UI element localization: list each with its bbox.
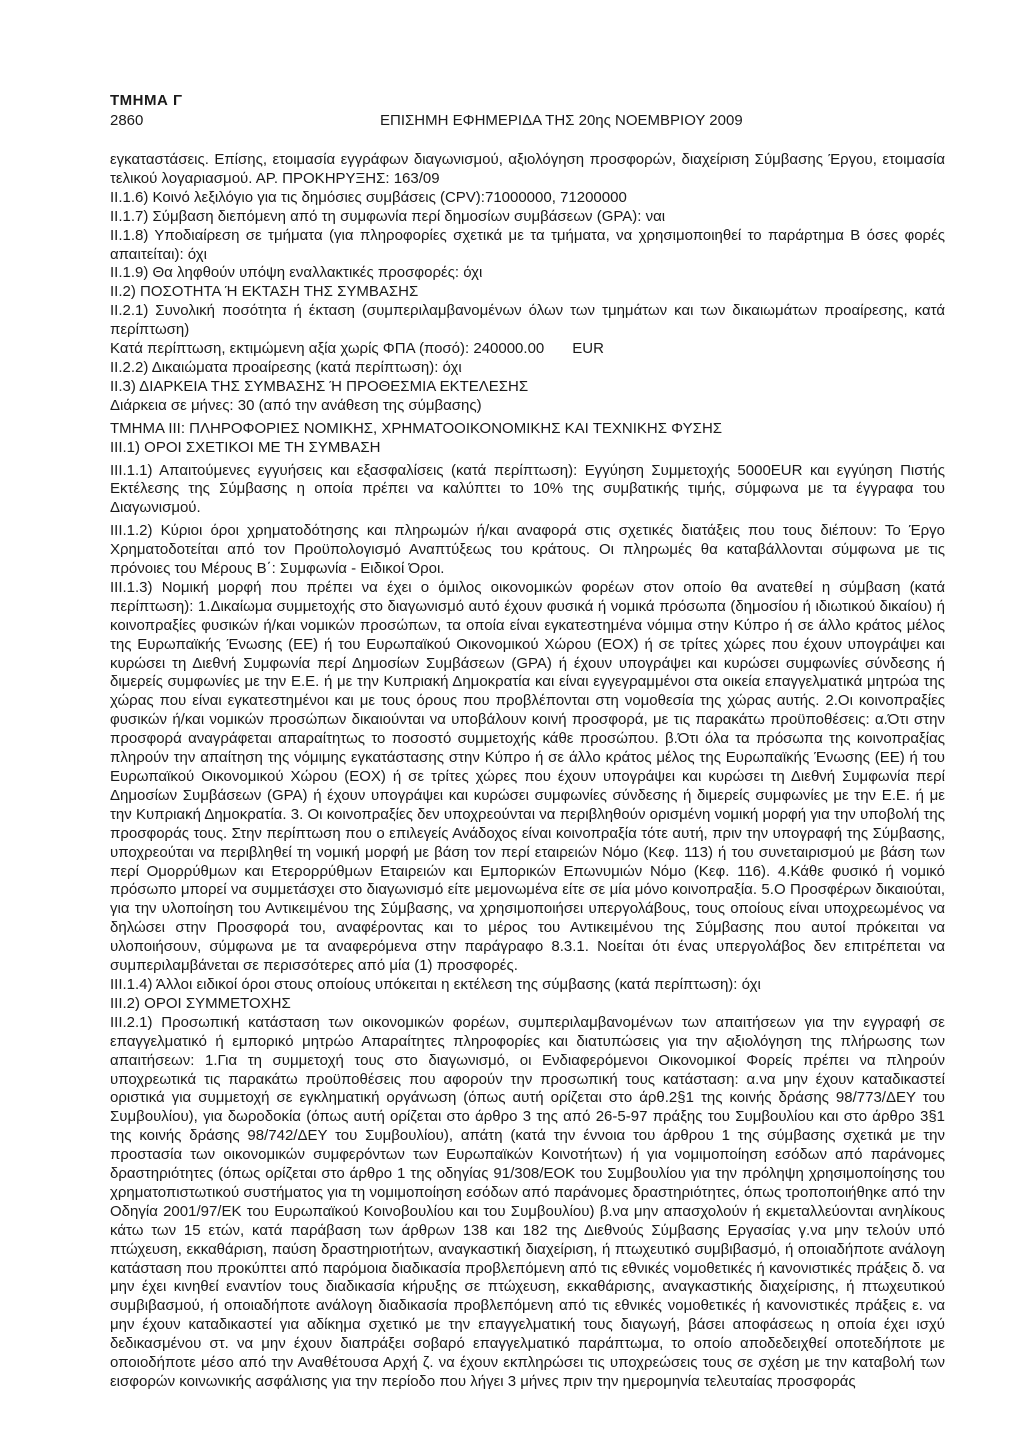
estimate-currency: EUR bbox=[572, 340, 604, 358]
item-iii-1-2: ΙΙΙ.1.2) Κύριοι όροι χρηματοδότησης και πληρωμών ή/και αναφορά στις σχετικές διατάξεις που τους διέπουν: Το Έργο Χρηματοδοτείται από τον Προϋπολογισμό Αναπτύξεως του κράτους. Οι πληρωμές θα καταβάλλονται σύμφωνα με τις πρόνοιες του Μέρους Β΄: Συμφωνία - Ειδικοί Όροι. bbox=[110, 522, 945, 578]
item-iii-2-1: ΙΙΙ.2.1) Προσωπική κατάσταση των οικονομικών φορέων, συμπεριλαμβανομένων των απαιτήσεων για την εγγραφή σε επαγγελματικό ή εμπορικό μητρώο Απαραίτητες πληροφορίες και διατυπώσεις για την αξιολόγηση της πλήρωσης των απαιτήσεων: 1.Για τη συμμετοχή τους στο διαγωνισμό, οι Ενδιαφερόμενοι Οικονομικοί Φορείς πρέπει να πληρούν υποχρεωτικά τις παρακάτω προϋποθέσεις που αφορούν την προσωπική τους κατάσταση: α.να μην έχουν καταδικαστεί οριστικά για συμμετοχή σε εγκληματική οργάνωση (όπως αυτή ορίζεται στο άρθ.2§1 της κοινής δράσης 98/773/ΔΕΥ του Συμβουλίου), για δωροδοκία (όπως αυτή ορίζεται στο άρθρο 3 της από 26-5-97 πράξης του Συμβουλίου και στο άρθρο 3§1 της κοινής δράσης 98/742/ΔΕΥ του Συμβουλίου), απάτη (κατά την έννοια του άρθρου 1 της σύμβασης σχετικά με την προστασία των οικονομικών συμφερόντων των Ευρωπαϊκών Κοινοτήτων) ή για νομιμοποίηση εσόδων από παράνομες δραστηριότητες (όπως ορίζεται στο άρθρο 1 της οδηγίας 91/308/ΕΟΚ του Συμβουλίου για την πρόληψη χρησιμοποίησης του χρηματοπιστωτικού συστήματος για τη νομιμοποίηση εσόδων από παράνομες δραστηριότητες, όπως τροποποιήθηκε από την Οδηγία 2001/97/ΕΚ του Ευρωπαϊκού Κοινοβουλίου και του Συμβουλίου) β.να μην απασχολούν ή εκμεταλλεύονται ανηλίκους κάτω των 15 ετών, κατά παράβαση των άρθρων 138 και 182 της Διεθνούς Σύμβασης Εργασίας γ.να μην τελούν υπό πτώχευση, εκκαθάριση, παύση δραστηριοτήτων, αναγκαστική διαχείριση, ή πτωχευτικό συμβιβασμό, ή οποιαδήποτε ανάλογη κατάσταση που προκύπτει από παρόμοια διαδικασία προβλεπόμενη από τις εθνικές νομοθετικές ή κανονιστικές πράξεις δ. να μην έχει κινηθεί εναντίον τους διαδικασία κήρυξης σε πτώχευση, εκκαθάρισης, αναγκαστικής διαχείρισης, ή πτωχευτικού συμβιβασμού, ή οποιαδήποτε ανάλογη διαδικασία προβλεπόμενη από τις εθνικές νομοθετικές ή κανονιστικές πράξεις ε. να μην έχουν καταδικαστεί για αδίκημα σχετικό με την επαγγελματική τους διαγωγή, βάσει αποφάσεως η οποία έχει ισχύ δεδικασμένου στ. να μην έχουν διαπράξει σοβαρό επαγγελματικό παράπτωμα, το οποίο αποδεδειχθεί οποτεδήποτε με οποιοδήποτε μέσο από την Αναθέτουσα Αρχή ζ. να έχουν εκπληρώσει τις υποχρεώσεις τους σε σχέση με την καταβολή των εισφορών κοινωνικής ασφάλισης για την περίοδο που λήγει 3 μήνες πριν την ημερομηνία τελευταίας προσφοράς bbox=[110, 1013, 945, 1390]
item-ii-1-7: ΙΙ.1.7) Σύμβαση διεπόμενη από τη συμφωνία περί δημοσίων συμβάσεων (GPA): ναι bbox=[110, 207, 666, 225]
header-row bbox=[110, 112, 940, 129]
estimate-row bbox=[110, 340, 945, 359]
item-ii-2-1: ΙΙ.2.1) Συνολική ποσότητα ή έκταση (συμπεριλαμβανομένων όλων των τμημάτων και των δικαιωμάτων προαίρεσης, κατά περίπτωση) bbox=[110, 302, 945, 339]
item-ii-1-6: ΙΙ.1.6) Κοινό λεξιλόγιο για τις δημόσιες συμβάσεις (CPV):71000000, 71200000 bbox=[110, 188, 627, 206]
heading-ii-3: ΙΙ.3) ΔΙΑΡΚΕΙΑ ΤΗΣ ΣΥΜΒΑΣΗΣ Ή ΠΡΟΘΕΣΜΙΑ ΕΚΤΕΛΕΣΗΣ bbox=[110, 377, 529, 395]
page-number: 2860 bbox=[110, 112, 144, 129]
document-body bbox=[110, 151, 945, 1392]
item-iii-1-4: ΙΙΙ.1.4) Άλλοι ειδικοί όροι στους οποίους υπόκειται η εκτέλεση της σύμβασης (κατά περίπτωση): όχι bbox=[110, 975, 761, 993]
item-ii-1-9: ΙΙ.1.9) Θα ληφθούν υπόψη εναλλακτικές προσφορές: όχι bbox=[110, 264, 483, 282]
intro-paragraph: εγκαταστάσεις. Επίσης, ετοιμασία εγγράφων διαγωνισμού, αξιολόγηση προσφορών, διαχείριση Σύμβασης Έργου, ετοιμασία τελικού λογαριασμού. ΑΡ. ΠΡΟΚΗΡΥΞΗΣ: 163/09 bbox=[110, 151, 945, 187]
gazette-title: ΕΠΙΣΗΜΗ ΕΦΗΜΕΡΙΔΑ ΤΗΣ 20ης ΝΟΕΜΒΡΙΟΥ 2009 bbox=[380, 112, 743, 129]
heading-iii-2: ΙΙΙ.2) ΟΡΟΙ ΣΥΜΜΕΤΟΧΗΣ bbox=[110, 994, 291, 1012]
heading-section-iii: ΤΜΗΜΑ ΙΙΙ: ΠΛΗΡΟΦΟΡΙΕΣ ΝΟΜΙΚΗΣ, ΧΡΗΜΑΤΟΟΙΚΟΝΟΜΙΚΗΣ ΚΑΙ ΤΕΧΝΙΚΗΣ ΦΥΣΗΣ bbox=[110, 419, 723, 437]
heading-iii-1: ΙΙΙ.1) ΟΡΟΙ ΣΧΕΤΙΚΟΙ ΜΕ ΤΗ ΣΥΜΒΑΣΗ bbox=[110, 438, 381, 456]
page-header bbox=[110, 92, 940, 129]
section-label: ΤΜΗΜΑ Γ bbox=[110, 92, 183, 109]
item-ii-2-2: ΙΙ.2.2) Δικαιώματα προαίρεσης (κατά περίπτωση): όχι bbox=[110, 358, 462, 376]
item-iii-1-3: ΙΙΙ.1.3) Νομική μορφή που πρέπει να έχει ο όμιλος οικονομικών φορέων στον οποίο θα ανατεθεί η σύμβαση (κατά περίπτωση): 1.Δικαίωμα συμμετοχής στο διαγωνισμό αυτό έχουν φυσικά ή νομικά πρόσωπα (δημοσίου ή ιδιωτικού δικαίου) ή κοινοπραξίες φυσικών ή/και νομικών προσώπων, τα οποία είναι εγκατεστημένα νόμιμα στην Κύπρο ή σε άλλο κράτος μέλος της Ευρωπαϊκής Ένωσης (ΕΕ) ή του Ευρωπαϊκού Οικονομικού Χώρου (ΕΟΧ) ή σε τρίτες χώρες που έχουν υπογράψει και κυρώσει τη Διεθνή Συμφωνία περί Δημοσίων Συμβάσεων (GPA) ή έχουν υπογράψει και κυρώσει συμφωνίες σύνδεσης ή διμερείς συμφωνίες με την Ε.Ε. ή με την Κυπριακή Δημοκρατία και είναι εγγεγραμμένοι στα οικεία επαγγελματικά μητρώα της χώρας που είναι εγκατεστημένοι και με τους όρους που προβλέπονται στη νομοθεσία της χώρας αυτής. 2.Οι κοινοπραξίες φυσικών ή/και νομικών προσώπων δικαιούνται να υποβάλουν κοινή προσφορά, με τις παρακάτω προϋποθέσεις: α.Ότι στην προσφορά αναγράφεται απαραίτητως το ποσοστό συμμετοχής κάθε προσώπου. β.Ότι όλα τα πρόσωπα της κοινοπραξίας πληρούν την απαίτηση της νόμιμης εγκατάστασης στην Κύπρο ή σε άλλο κράτος μέλος της Ευρωπαϊκής Ένωσης (ΕΕ) ή του Ευρωπαϊκού Οικονομικού Χώρου (ΕΟΧ) ή σε τρίτες χώρες που έχουν υπογράψει και κυρώσει τη Διεθνή Συμφωνία περί Δημοσίων Συμβάσεων (GPA) ή έχουν υπογράψει και κυρώσει συμφωνίες σύνδεσης ή διμερείς συμφωνίες με την Ε.Ε. ή με την Κυπριακή Δημοκρατία. 3. Οι κοινοπραξίες δεν υποχρεούνται να περιβληθούν ορισμένη νομική μορφή για την υποβολή της προσφοράς τους. Στην περίπτωση που ο επιλεγείς Ανάδοχος είναι κοινοπραξία τότε αυτή, πριν την υπογραφή της Σύμβασης, υποχρεούται να περιβληθεί τη νομική μορφή με βάση τον περί εταιρειών Νόμο (Κεφ. 113) ή του συνεταιρισμού με βάση των περί Ομορρύθμων και Ετερορρύθμων Εταιρειών και Εμπορικών Επωνυμιών Νόμο (Κεφ. 116). 4.Κάθε φυσικό ή νομικό πρόσωπο μπορεί να συμμετάσχει στο διαγωνισμό είτε μεμονωμένα είτε σε μία μόνο κοινοπραξία. 5.Ο Προσφέρων δικαιούται, για την υλοποίηση του Αντικειμένου της Σύμβασης, να χρησιμοποιήσει υπεργολάβους, τους οποίους είναι υποχρεωμένος να δηλώσει στην Προσφορά του, αναφέροντας και το μέρος του Αντικειμένου της Σύμβασης που αυτοί πρόκειται να υλοποιήσουν, σύμφωνα με τα αναφερόμενα στην παράγραφο 8.3.1. Νοείται ότι ένας υπεργολάβος δεν επιτρέπεται να συμπεριλαμβάνεται σε περισσότερες από μία (1) προσφορές. bbox=[110, 578, 945, 975]
duration-line: Διάρκεια σε μήνες: 30 (από την ανάθεση της σύμβασης) bbox=[110, 396, 482, 414]
item-ii-1-8: ΙΙ.1.8) Υποδιαίρεση σε τμήματα (για πληροφορίες σχετικά με τα τμήματα, να χρησιμοποιηθεί το παράρτημα Β όσες φορές απαιτείται): όχι bbox=[110, 226, 945, 263]
heading-ii-2: ΙΙ.2) ΠΟΣΟΤΗΤΑ Ή ΕΚΤΑΣΗ ΤΗΣ ΣΥΜΒΑΣΗΣ bbox=[110, 283, 419, 301]
item-iii-1-1: ΙΙΙ.1.1) Απαιτούμενες εγγυήσεις και εξασφαλίσεις (κατά περίπτωση): Εγγύηση Συμμετοχής 5000EUR και εγγύηση Πιστής Εκτέλεσης της Σύμβασης η οποία πρέπει να καλύπτει το 10% της συμβατικής τιμής, σύμφωνα με τα έγγραφα του Διαγωνισμού. bbox=[110, 461, 945, 517]
estimate-label: Κατά περίπτωση, εκτιμώμενη αξία χωρίς ΦΠΑ (ποσό): 240000.00 bbox=[110, 340, 545, 358]
